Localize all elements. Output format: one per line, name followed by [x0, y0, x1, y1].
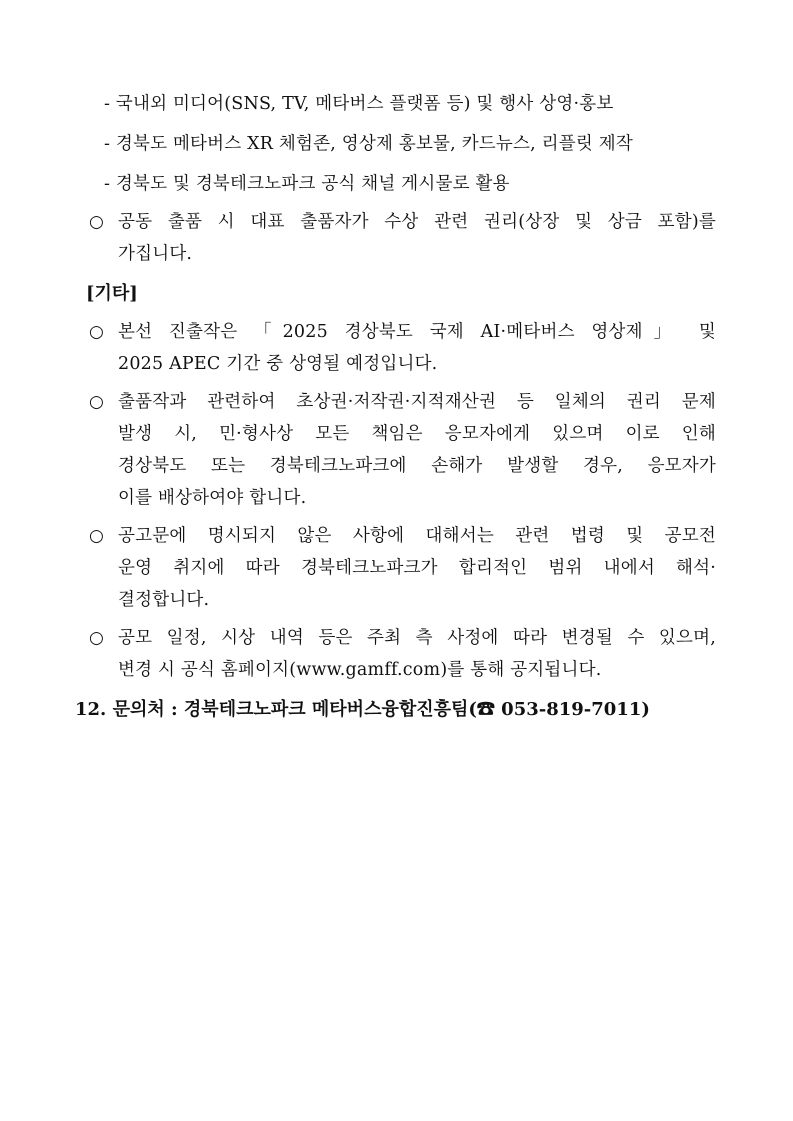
dash-item-text: - 경북도 메타버스 XR 체험존, 영상제 홍보물, 카드뉴스, 리플릿 제작 — [104, 134, 633, 154]
dash-item-text: - 국내외 미디어(SNS, TV, 메타버스 플랫폼 등) 및 행사 상영·홍보 — [104, 94, 614, 114]
bullet-circle-icon: ○ — [89, 212, 104, 232]
bullet-circle-icon: ○ — [89, 392, 104, 412]
bullet-interpretation-line-2: 운영 취지에 따라 경북테크노파크가 합리적인 범위 내에서 해석· — [118, 558, 716, 578]
bullet-joint-line-1: 공동 출품 시 대표 출품자가 수상 관련 권리(상장 및 상금 포함)를 — [118, 212, 716, 232]
bullet-notice-line-2: 변경 시 공식 홈페이지(www.gamff.com)를 통해 공지됩니다. — [118, 660, 602, 680]
bullet-circle-icon: ○ — [89, 526, 104, 546]
bullet-rights-line-3: 경상북도 또는 경북테크노파크에 손해가 발생할 경우, 응모자가 — [118, 456, 716, 476]
bullet-interpretation-line-3: 결정합니다. — [118, 590, 210, 610]
bullet-rights-line-2: 발생 시, 민·형사상 모든 책임은 응모자에게 있으며 이로 인해 — [118, 424, 716, 444]
dash-item-xr-zone — [104, 132, 633, 156]
bullet-rights-line-1: 출품작과 관련하여 초상권·저작권·지적재산권 등 일체의 권리 문제 — [118, 392, 716, 412]
section-heading-etc: [기타] — [86, 283, 138, 304]
dash-item-official-channel — [104, 172, 510, 196]
bullet-notice-line-1: 공모 일정, 시상 내역 등은 주최 측 사정에 따라 변경될 수 있으며, — [118, 628, 716, 648]
bullet-screening-line-1: 본선 진출작은 「2025 경상북도 국제 AI·메타버스 영상제」 및 — [118, 322, 716, 342]
bullet-screening-line-2: 2025 APEC 기간 중 상영될 예정입니다. — [118, 354, 438, 374]
bullet-joint-line-2: 가집니다. — [118, 244, 193, 264]
bullet-interpretation-line-1: 공고문에 명시되지 않은 사항에 대해서는 관련 법령 및 공모전 — [118, 526, 716, 546]
bullet-circle-icon: ○ — [89, 322, 104, 342]
contact-line: 12. 문의처 : 경북테크노파크 메타버스융합진흥팀(☎ 053-819-7011) — [75, 699, 650, 720]
bullet-circle-icon: ○ — [89, 628, 104, 648]
dash-item-media — [104, 92, 613, 116]
bullet-rights-line-4: 이를 배상하여야 합니다. — [118, 488, 307, 508]
dash-item-text: - 경북도 및 경북테크노파크 공식 채널 게시물로 활용 — [104, 174, 510, 194]
